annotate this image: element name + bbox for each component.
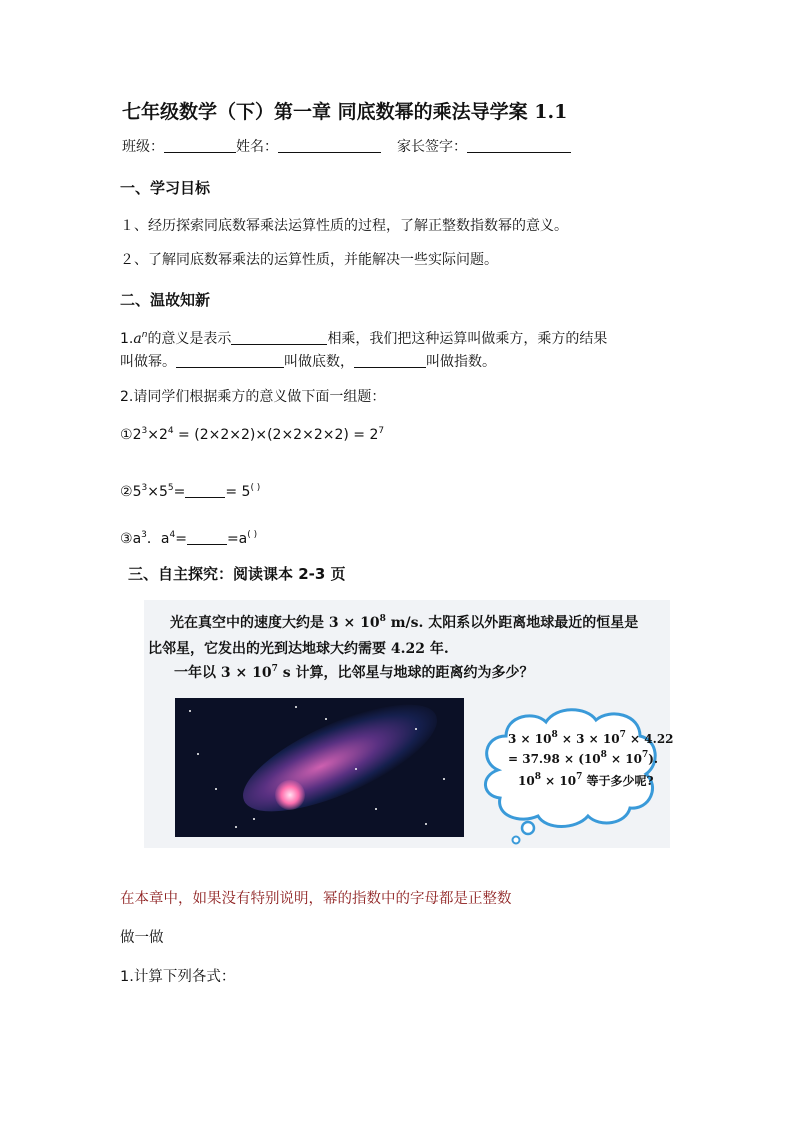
note-text: 在本章中，如果没有特别说明，幂的指数中的字母都是正整数 (120, 891, 512, 907)
cloud-line-2: = $37.98 \times (10^8 \times 10^7)$. (508, 750, 659, 766)
exercise-3: $③a^3$．$a^4= =a^{( )}$ (120, 530, 258, 547)
section2-heading: 二、温故知新 (120, 291, 211, 309)
cloud-line-3: $10^8 \times 10^7$ 等于多少呢? (518, 772, 654, 788)
goal-item-1: １、经历探索同底数幂乘法运算性质的过程，了解正整数指数幂的意义。 (120, 218, 568, 234)
cloud-line-1: $3 \times 10^8 \times 3 \times 10^7 \times 4.22$ (508, 730, 674, 746)
q1-base: a (133, 331, 142, 347)
galaxy-core (275, 780, 305, 810)
info-row (122, 136, 571, 156)
ex3-blank[interactable] (187, 530, 227, 545)
exercise-2: $②5^3\times 5^5= = 5^{( )}$ (120, 483, 261, 500)
galaxy-arm (230, 698, 450, 833)
class-label: 班级： (122, 139, 164, 155)
figure-line-1: 光在真空中的速度大约是 $3 \times 10^8$ m/s. 太阳系以外距离地球最近的恒星是 (170, 614, 639, 631)
q1-blank-1[interactable] (231, 330, 327, 345)
q1-blank-2[interactable] (176, 353, 284, 368)
goal-item-2: ２、了解同底数幂乘法的运算性质，并能解决一些实际问题。 (120, 252, 498, 268)
parent-blank[interactable] (467, 138, 571, 153)
q1-line2: 叫做幂。 叫做底数， 叫做指数。 (120, 354, 496, 370)
practice-question-1: 1.计算下列各式： (120, 969, 236, 985)
figure-line-3: 一年以 $3 \times 10^7$ s 计算，比邻星与地球的距离约为多少？ (174, 664, 534, 681)
q1-blank-3[interactable] (354, 353, 426, 368)
name-label: 姓名： (236, 139, 278, 155)
q1-line1: $1.a^n$的意义是表示 相乘，我们把这种运算叫做乘方，乘方的结果 (120, 330, 608, 347)
page-title: 七年级数学（下）第一章 同底数幂的乘法导学案 1.1 (122, 101, 568, 123)
practice-heading: 做一做 (120, 930, 164, 946)
galaxy-image (175, 698, 464, 837)
q2-text: 2.请同学们根据乘方的意义做下面一组题： (120, 389, 386, 405)
figure-line-2: 比邻星，它发出的光到达地球大约需要 4.22 年. (148, 641, 449, 657)
name-blank[interactable] (278, 138, 381, 153)
section3-heading: 三、自主探究：阅读课本 2-3 页 (128, 565, 346, 583)
parent-label: 家长签字： (397, 139, 467, 155)
exercise-1: $①2^3\times 2^4 = (2\times 2\times 2)\times(2\times 2\times 2\times 2) = 2^7$ (120, 426, 385, 443)
section1-heading: 一、学习目标 (120, 179, 211, 197)
class-blank[interactable] (164, 138, 236, 153)
ex2-blank[interactable] (185, 483, 225, 498)
textbook-figure (144, 600, 674, 848)
